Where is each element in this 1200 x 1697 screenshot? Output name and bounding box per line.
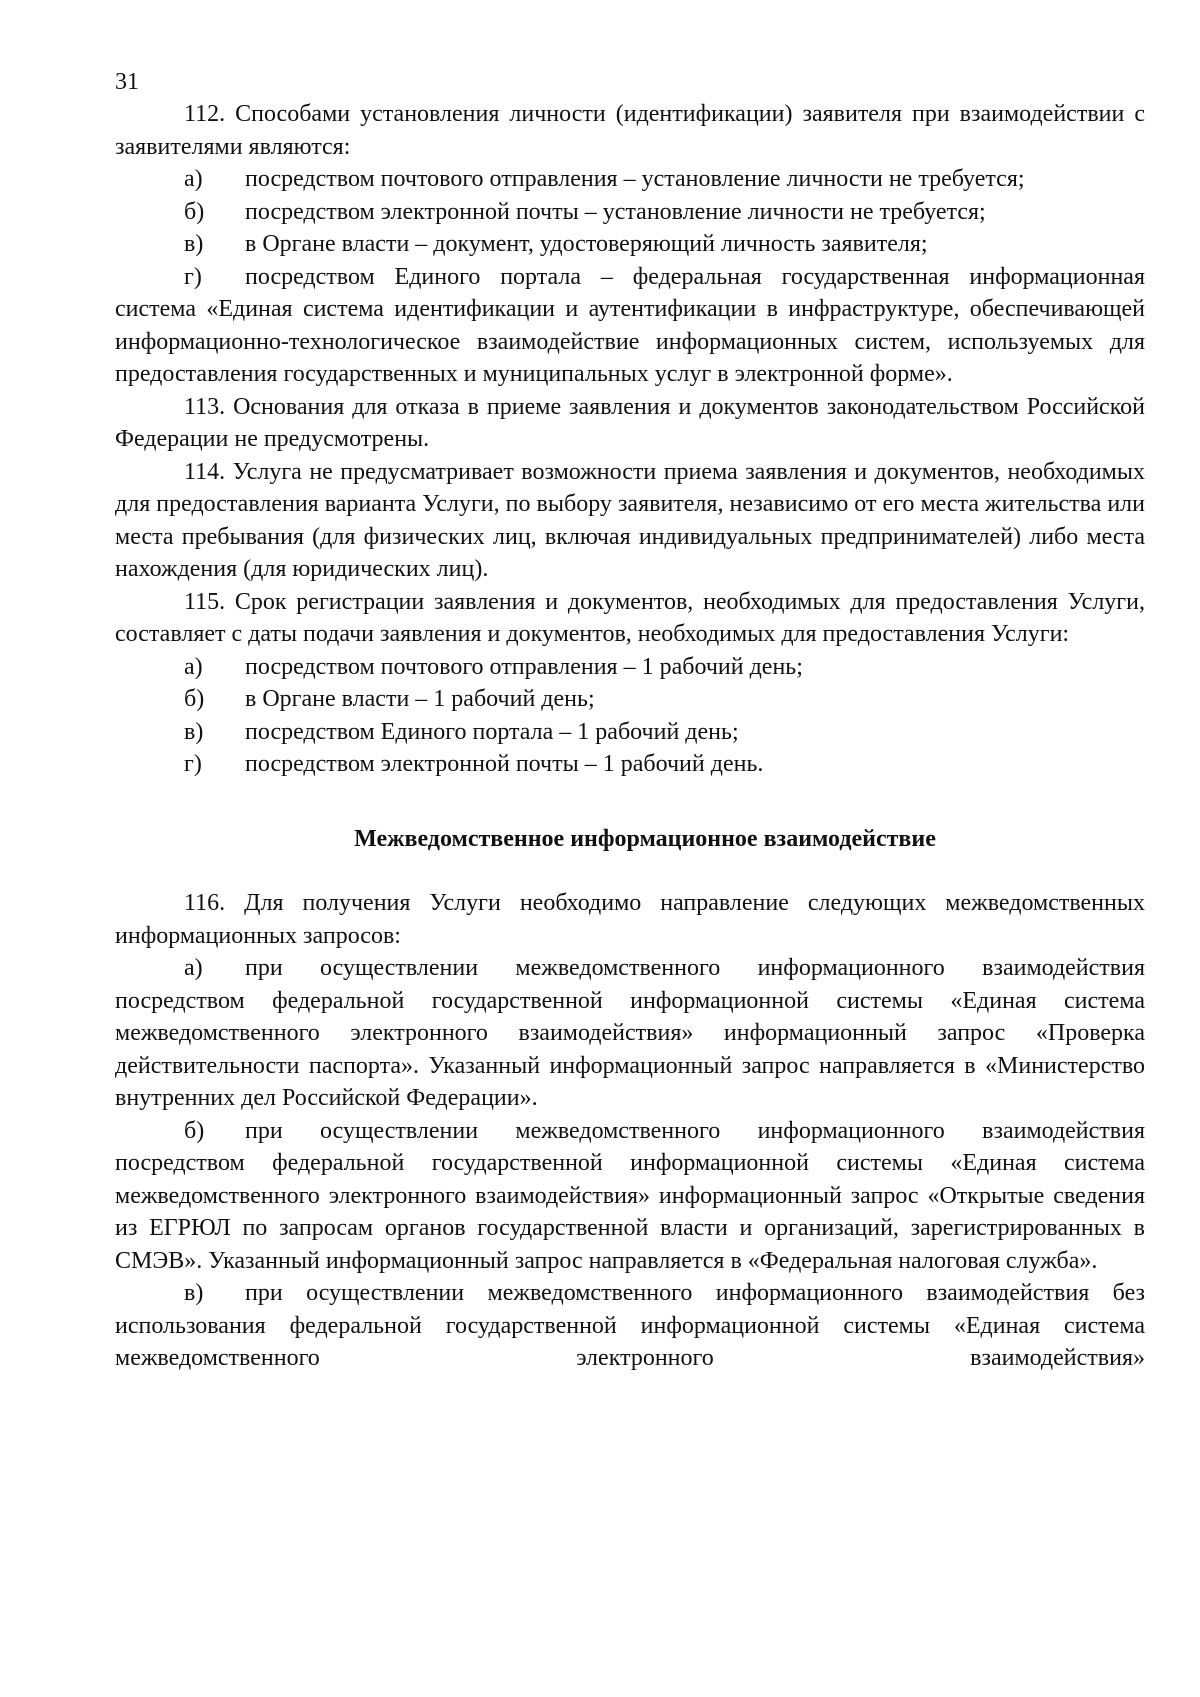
list-marker: в)	[184, 231, 204, 257]
list-item-text: при осуществлении межведомственного информационного взаимодействия посредством федеральной государственной информационной системы «Единая система межведомственного электронного взаимодействия» информационный запрос «Проверка действительности паспорта». Указанный информационный запрос направляется в «Министерство внутренних дел Российской Федерации».	[115, 955, 1145, 1111]
list-item-112-d	[115, 261, 1145, 391]
list-marker: б)	[184, 198, 205, 225]
list-item-115-b	[115, 683, 1145, 716]
document-page	[115, 66, 1145, 1375]
paragraph-113: 113. Основания для отказа в приеме заявления и документов законодательством Российской Федерации не предусмотрены.	[115, 393, 1145, 452]
list-item-112-b	[115, 196, 1145, 229]
list-item-115-d	[115, 748, 1145, 781]
section-heading: Межведомственное информационное взаимодействие	[354, 825, 936, 852]
list-item-112-a	[115, 163, 1145, 196]
list-item-116-b	[115, 1115, 1145, 1278]
list-marker: г)	[184, 751, 202, 777]
paragraph-116: 116. Для получения Услуги необходимо направление следующих межведомственных информационных запросов:	[115, 890, 1145, 949]
list-item-text: в Органе власти – 1 рабочий день;	[245, 686, 595, 712]
list-marker: в)	[184, 718, 204, 745]
paragraph-114: 114. Услуга не предусматривает возможности приема заявления и документов, необходимых для предоставления варианта Услуги, по выбору заявителя, независимо от его места жительства или места пребывания (для физических лиц, включая индивидуальных предпринимателей) либо места нахождения (для юридических лиц).	[115, 458, 1145, 582]
list-item-text: посредством почтового отправления – 1 рабочий день;	[245, 653, 803, 680]
list-item-115-c	[115, 716, 1145, 749]
list-item-text: в Органе власти – документ, удостоверяющий личность заявителя;	[245, 231, 928, 257]
list-item-text: при осуществлении межведомственного информационного взаимодействия посредством федеральной государственной информационной системы «Единая система межведомственного электронного взаимодействия» информационный запрос «Открытые сведения из ЕГРЮЛ по запросам органов государственной власти и организаций, зарегистрированных в СМЭВ». Указанный информационный запрос направляется в «Федеральная налоговая служба».	[115, 1117, 1145, 1274]
list-marker: б)	[184, 1117, 205, 1144]
paragraph-112: 112. Способами установления личности (идентификации) заявителя при взаимодействии с заявителями являются:	[115, 101, 1145, 160]
list-marker: б)	[184, 686, 205, 712]
list-marker: а)	[184, 166, 203, 192]
list-item-text: при осуществлении межведомственного информационного взаимодействия без использования федеральной государственной информационной системы «Единая система межведомственного электронного взаимодействия»	[115, 1280, 1145, 1371]
list-item-text: посредством электронной почты – установление личности не требуется;	[245, 198, 986, 225]
list-item-115-a	[115, 651, 1145, 684]
page-number: 31	[115, 69, 139, 95]
list-item-116-a	[115, 952, 1145, 1115]
list-item-text: посредством Единого портала – 1 рабочий день;	[245, 718, 739, 745]
list-item-text: посредством Единого портала – федеральная государственная информационная система «Единая система идентификации и аутентификации в инфраструктуре, обеспечивающей информационно-технологическое взаимодействие информационных систем, используемых для предоставления государственных и муниципальных услуг в электронной форме».	[115, 263, 1145, 387]
list-item-text: посредством электронной почты – 1 рабочий день.	[245, 751, 764, 777]
list-item-text: посредством почтового отправления – установление личности не требуется;	[245, 166, 1025, 192]
list-marker: а)	[184, 653, 203, 680]
list-item-116-c	[115, 1277, 1145, 1375]
paragraph-115: 115. Срок регистрации заявления и документов, необходимых для предоставления Услуги, составляет с даты подачи заявления и документов, необходимых для предоставления Услуги:	[115, 588, 1145, 647]
section-spacer	[115, 781, 1145, 823]
list-marker: в)	[184, 1280, 204, 1306]
list-item-112-c	[115, 228, 1145, 261]
list-marker: а)	[184, 955, 203, 981]
section-spacer	[115, 855, 1145, 887]
list-marker: г)	[184, 263, 202, 290]
